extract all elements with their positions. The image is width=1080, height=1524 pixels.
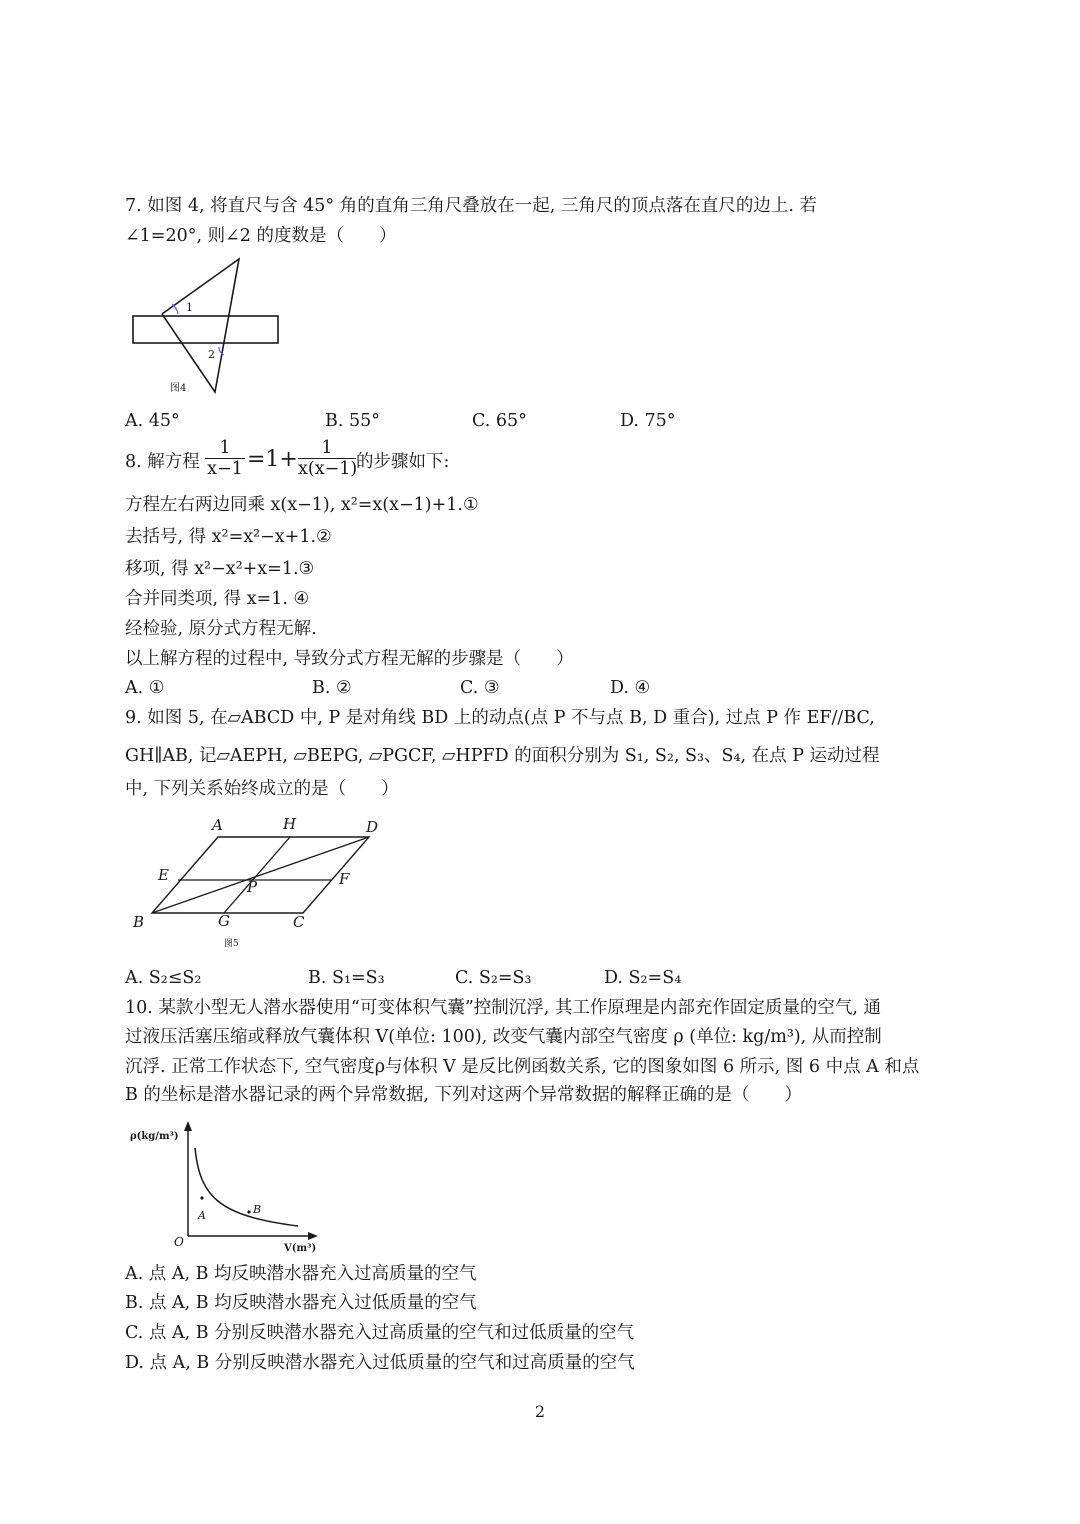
figure-5-caption: 图5 [224,939,239,949]
x-axis-arrow [308,1232,318,1240]
q8-fraction-2 [298,438,356,479]
q7-stem-line1: 7. 如图 4, 将直尺与含 45° 角的直角三角尺叠放在一起, 三角尺的顶点落在直尺的边上. 若 [125,196,817,216]
point-label-g: G [218,912,230,930]
point-label-f: F [339,870,350,888]
point-label-p: P [247,878,258,896]
q8-step-1: 方程左右两边同乘 x(x−1), x²=x(x−1)+1.① [125,495,479,515]
point-b-dot [247,1210,250,1213]
set-square [162,259,239,392]
q7-option-a: A. 45° [125,411,180,431]
q8-step-2: 去括号, 得 x²=x²−x+1.② [125,527,332,547]
q9-stem-line3: 中, 下列关系始终成立的是（ ） [125,779,399,799]
q8-fraction-1 [205,438,245,479]
q8-prefix: 8. 解方程 [125,452,200,472]
point-b-label: B [253,1203,262,1216]
q8-option-a: A. ① [125,678,165,698]
q10-stem-line2: 过液压活塞压缩或释放气囊体积 V(单位: 100), 改变气囊内部空气密度 ρ (单位: kg/m³), 从而控制 [125,1027,882,1047]
q7-option-c: C. 65° [472,411,527,431]
page-number: 2 [534,1402,546,1421]
q8-frac2-denominator: x(x−1) [298,459,358,479]
point-a-dot [200,1196,203,1199]
q8-check: 经检验, 原分式方程无解. [125,619,317,639]
y-axis-label: ρ(kg/m³) [130,1131,179,1142]
q10-stem-line1: 10. 某款小型无人潜水器使用“可变体积气囊”控制沉浮, 其工作原理是内部充作固定质量的空气, 通 [125,998,882,1018]
point-label-b: B [133,913,145,931]
point-label-h: H [283,815,297,833]
figure-4 [128,255,288,400]
point-label-d: D [366,818,379,836]
q10-option-b: B. 点 A, B 均反映潜水器充入过低质量的空气 [125,1293,477,1313]
figure-5 [125,812,390,952]
q9-stem-line1: 9. 如图 5, 在▱ABCD 中, P 是对角线 BD 上的动点(点 P 不与点 B, D 重合), 过点 P 作 EF//BC, [125,708,875,728]
q8-step-3: 移项, 得 x²−x²+x=1.③ [125,559,315,579]
segment-gh [224,837,290,913]
q8-equals-one-plus: =1+ [247,447,298,472]
origin-label: O [174,1235,184,1249]
q10-option-c: C. 点 A, B 分别反映潜水器充入过高质量的空气和过低质量的空气 [125,1323,635,1343]
q8-frac2-numerator: 1 [321,438,333,458]
point-label-e: E [158,866,169,884]
angle-1-label: 1 [186,301,193,314]
q10-option-a: A. 点 A, B 均反映潜水器充入过高质量的空气 [125,1264,477,1284]
q8-suffix: 的步骤如下: [356,452,450,472]
angle-2-label: 2 [208,348,215,361]
q10-stem-line3: 沉浮. 正常工作状态下, 空气密度ρ与体积 V 是反比例函数关系, 它的图象如图 6 所示, 图 6 中点 A 和点 [125,1057,920,1077]
inverse-proportion-curve [195,1148,298,1226]
q8-option-b: B. ② [312,678,352,698]
q7-option-d: D. 75° [620,411,676,431]
q10-stem-line4: B 的坐标是潜水器记录的两个异常数据, 下列对这两个异常数据的解释正确的是（ ） [125,1085,803,1105]
q7-stem-line2: ∠1=20°, 则∠2 的度数是（ ） [125,226,397,246]
x-axis-label: V(m³) [284,1243,317,1254]
q7-option-b: B. 55° [325,411,381,431]
q8-frac1-numerator: 1 [219,438,231,458]
figure-6 [128,1118,328,1258]
q9-option-c: C. S₂=S₃ [455,968,532,988]
q9-option-d: D. S₂=S₄ [604,968,682,988]
q8-frac1-denominator: x−1 [207,459,243,479]
q8-option-c: C. ③ [460,678,500,698]
q9-stem-line2: GH∥AB, 记▱AEPH, ▱BEPG, ▱PGCF, ▱HPFD 的面积分别为 S₁, S₂, S₃、S₄, 在点 P 运动过程 [125,746,880,766]
q8-question: 以上解方程的过程中, 导致分式方程无解的步骤是（ ） [125,649,574,669]
ruler [133,316,278,343]
figure-4-caption: 图4 [170,383,187,394]
y-axis-arrow [184,1121,192,1131]
q9-option-a: A. S₂≤S₂ [125,968,202,988]
point-a-label: A [198,1209,206,1222]
q10-option-d: D. 点 A, B 分别反映潜水器充入过低质量的空气和过高质量的空气 [125,1353,635,1373]
q8-option-d: D. ④ [610,678,651,698]
point-label-a: A [212,816,223,834]
q8-step-4: 合并同类项, 得 x=1. ④ [125,589,310,609]
q9-option-b: B. S₁=S₃ [308,968,385,988]
point-label-c: C [293,913,305,931]
